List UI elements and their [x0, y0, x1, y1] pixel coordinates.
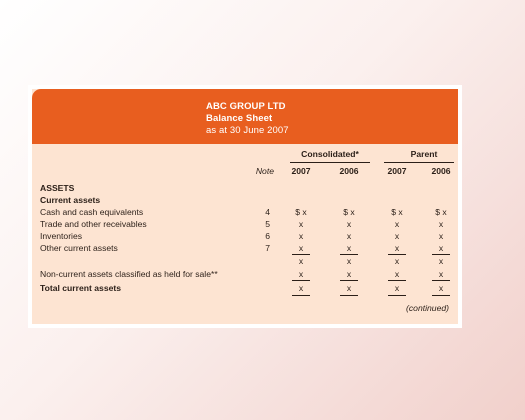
subtotal-rule	[388, 254, 406, 255]
cell-value: $ x	[391, 207, 403, 217]
cell-value: x	[438, 219, 444, 229]
row-label-receivables: Trade and other receivables	[40, 219, 147, 229]
subsection-current-assets: Current assets	[40, 195, 101, 205]
cell-value: x	[394, 256, 400, 266]
cell-value: $ x	[295, 207, 307, 217]
col-consolidated-2006: 2006	[339, 166, 359, 176]
group-parent: Parent	[410, 149, 438, 159]
cell-value: x	[346, 269, 352, 279]
cell-value: x	[298, 269, 304, 279]
row-note: 7	[265, 243, 270, 253]
col-note: Note	[255, 166, 274, 176]
cell-value: x	[438, 269, 444, 279]
cell-value: x	[298, 243, 304, 253]
cell-value: x	[394, 269, 400, 279]
rule-consolidated	[290, 162, 370, 163]
col-parent-2007: 2007	[387, 166, 407, 176]
row-note: 5	[265, 219, 270, 229]
cell-value: x	[346, 256, 352, 266]
cell-value: x	[394, 283, 400, 293]
cell-value: x	[346, 243, 352, 253]
subtotal-rule	[432, 254, 450, 255]
cell-value: $ x	[343, 207, 355, 217]
cell-value: x	[394, 231, 400, 241]
cell-value: x	[298, 219, 304, 229]
section-assets: ASSETS	[40, 183, 75, 193]
cell-value: x	[438, 283, 444, 293]
rule-parent	[384, 162, 454, 163]
row-label-inventories: Inventories	[40, 231, 83, 241]
cell-value: x	[438, 243, 444, 253]
cell-value: x	[394, 243, 400, 253]
subtotal-rule	[292, 254, 310, 255]
total-rule	[340, 280, 358, 281]
row-note: 4	[265, 207, 270, 217]
cell-value: x	[346, 219, 352, 229]
cell-value: x	[298, 231, 304, 241]
cell-value: x	[298, 256, 304, 266]
total-underline	[292, 295, 310, 296]
company-name: ABC GROUP LTD	[206, 101, 286, 112]
header-banner	[32, 89, 458, 144]
total-underline	[432, 295, 450, 296]
cell-value: x	[438, 256, 444, 266]
statement-date: as at 30 June 2007	[206, 125, 289, 136]
subtotal-rule	[340, 254, 358, 255]
balance-sheet-card	[32, 89, 458, 324]
total-rule	[292, 280, 310, 281]
group-consolidated: Consolidated*	[301, 149, 359, 159]
col-consolidated-2007: 2007	[291, 166, 311, 176]
cell-value: x	[346, 283, 352, 293]
total-rule	[432, 280, 450, 281]
row-label-held-for-sale: Non-current assets classified as held for sale**	[40, 269, 218, 279]
continued-note: (continued)	[406, 303, 449, 313]
row-label-total-current-assets: Total current assets	[40, 283, 122, 293]
document-page	[28, 85, 462, 328]
cell-value: $ x	[435, 207, 447, 217]
row-label-other-current-assets: Other current assets	[40, 243, 118, 253]
cell-value: x	[346, 231, 352, 241]
col-parent-2006: 2006	[431, 166, 451, 176]
cell-value: x	[394, 219, 400, 229]
row-label-cash: Cash and cash equivalents	[40, 207, 144, 217]
total-rule	[388, 280, 406, 281]
total-underline	[340, 295, 358, 296]
total-underline	[388, 295, 406, 296]
cell-value: x	[438, 231, 444, 241]
row-note: 6	[265, 231, 270, 241]
cell-value: x	[298, 283, 304, 293]
statement-title: Balance Sheet	[206, 113, 273, 124]
